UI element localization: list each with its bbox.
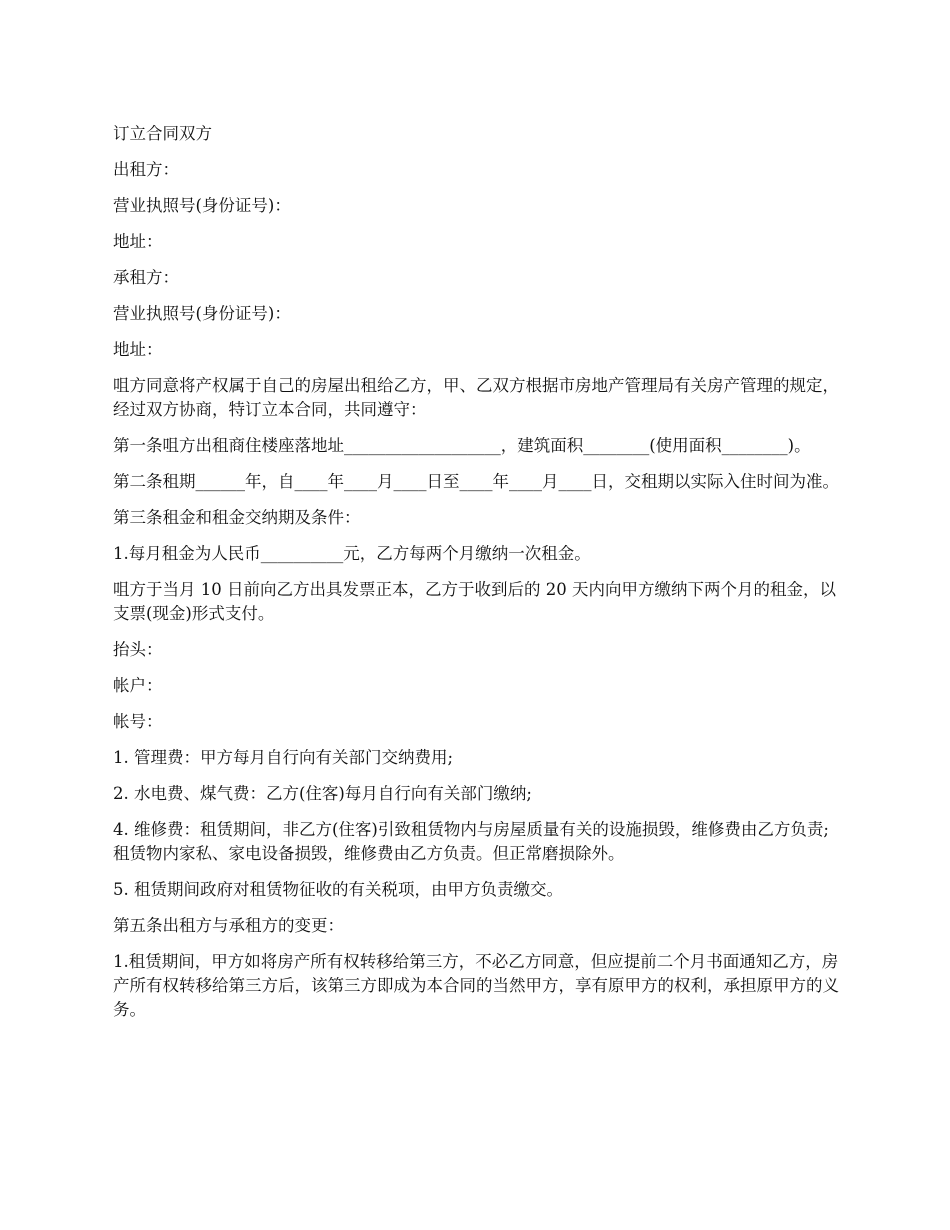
lessee-license-field: 营业执照号(身份证号)：: [113, 304, 291, 323]
payee-title-field: 抬头：: [113, 640, 163, 659]
lessee-address-field: 地址：: [113, 340, 163, 359]
lessor-field: 出租方：: [113, 160, 179, 179]
maintenance-fee-clause: 4. 维修费：租赁期间，非乙方(住客)引致租赁物内与房屋质量有关的设施损毁，维修费由乙方负责;租赁物内家私、家电设备损毁，维修费由乙方负责。但正常磨损除外。: [113, 820, 829, 863]
lessor-license-field: 营业执照号(身份证号)：: [113, 196, 291, 215]
article-five-heading: 第五条出租方与承租方的变更：: [113, 916, 344, 935]
ownership-transfer-clause: 1.租赁期间，甲方如将房产所有权转移给第三方，不必乙方同意，但应提前二个月书面通知乙方，房产所有权转移给第三方后，该第三方即成为本合同的当然甲方，享有原甲方的权利，承担原甲方的义务。: [113, 952, 839, 1019]
account-number-field: 帐号：: [113, 712, 163, 731]
preamble-paragraph: 咀方同意将产权属于自己的房屋出租给乙方，甲、乙双方根据市房地产管理局有关房产管理的规定，经过双方协商，特订立本合同，共同遵守：: [113, 376, 839, 419]
article-three-heading: 第三条租金和租金交纳期及条件：: [113, 508, 361, 527]
rent-amount-clause: 1.每月租金为人民币__________元，乙方每两个月缴纳一次租金。: [113, 544, 591, 563]
rent-payment-clause: 咀方于当月 10 日前向乙方出具发票正本，乙方于收到后的 20 天内向甲方缴纳下两个月的租金，以支票(现金)形式支付。: [113, 580, 836, 623]
article-one: 第一条咀方出租商住楼座落地址___________________，建筑面积________(使用面积________)。: [113, 436, 811, 455]
article-two: 第二条租期______年，自____年____月____日至____年____月____日，交租期以实际入住时间为准。: [113, 472, 839, 491]
tax-clause: 5. 租赁期间政府对租赁物征收的有关税项，由甲方负责缴交。: [113, 880, 563, 899]
contract-parties-heading: 订立合同双方: [113, 124, 212, 143]
lessor-address-field: 地址：: [113, 232, 163, 251]
management-fee-clause: 1. 管理费：甲方每月自行向有关部门交纳费用;: [113, 748, 454, 767]
document-body: [113, 122, 839, 1034]
utilities-fee-clause: 2. 水电费、煤气费：乙方(住客)每月自行向有关部门缴纳;: [113, 784, 532, 803]
lessee-field: 承租方：: [113, 268, 179, 287]
account-name-field: 帐户：: [113, 676, 163, 695]
